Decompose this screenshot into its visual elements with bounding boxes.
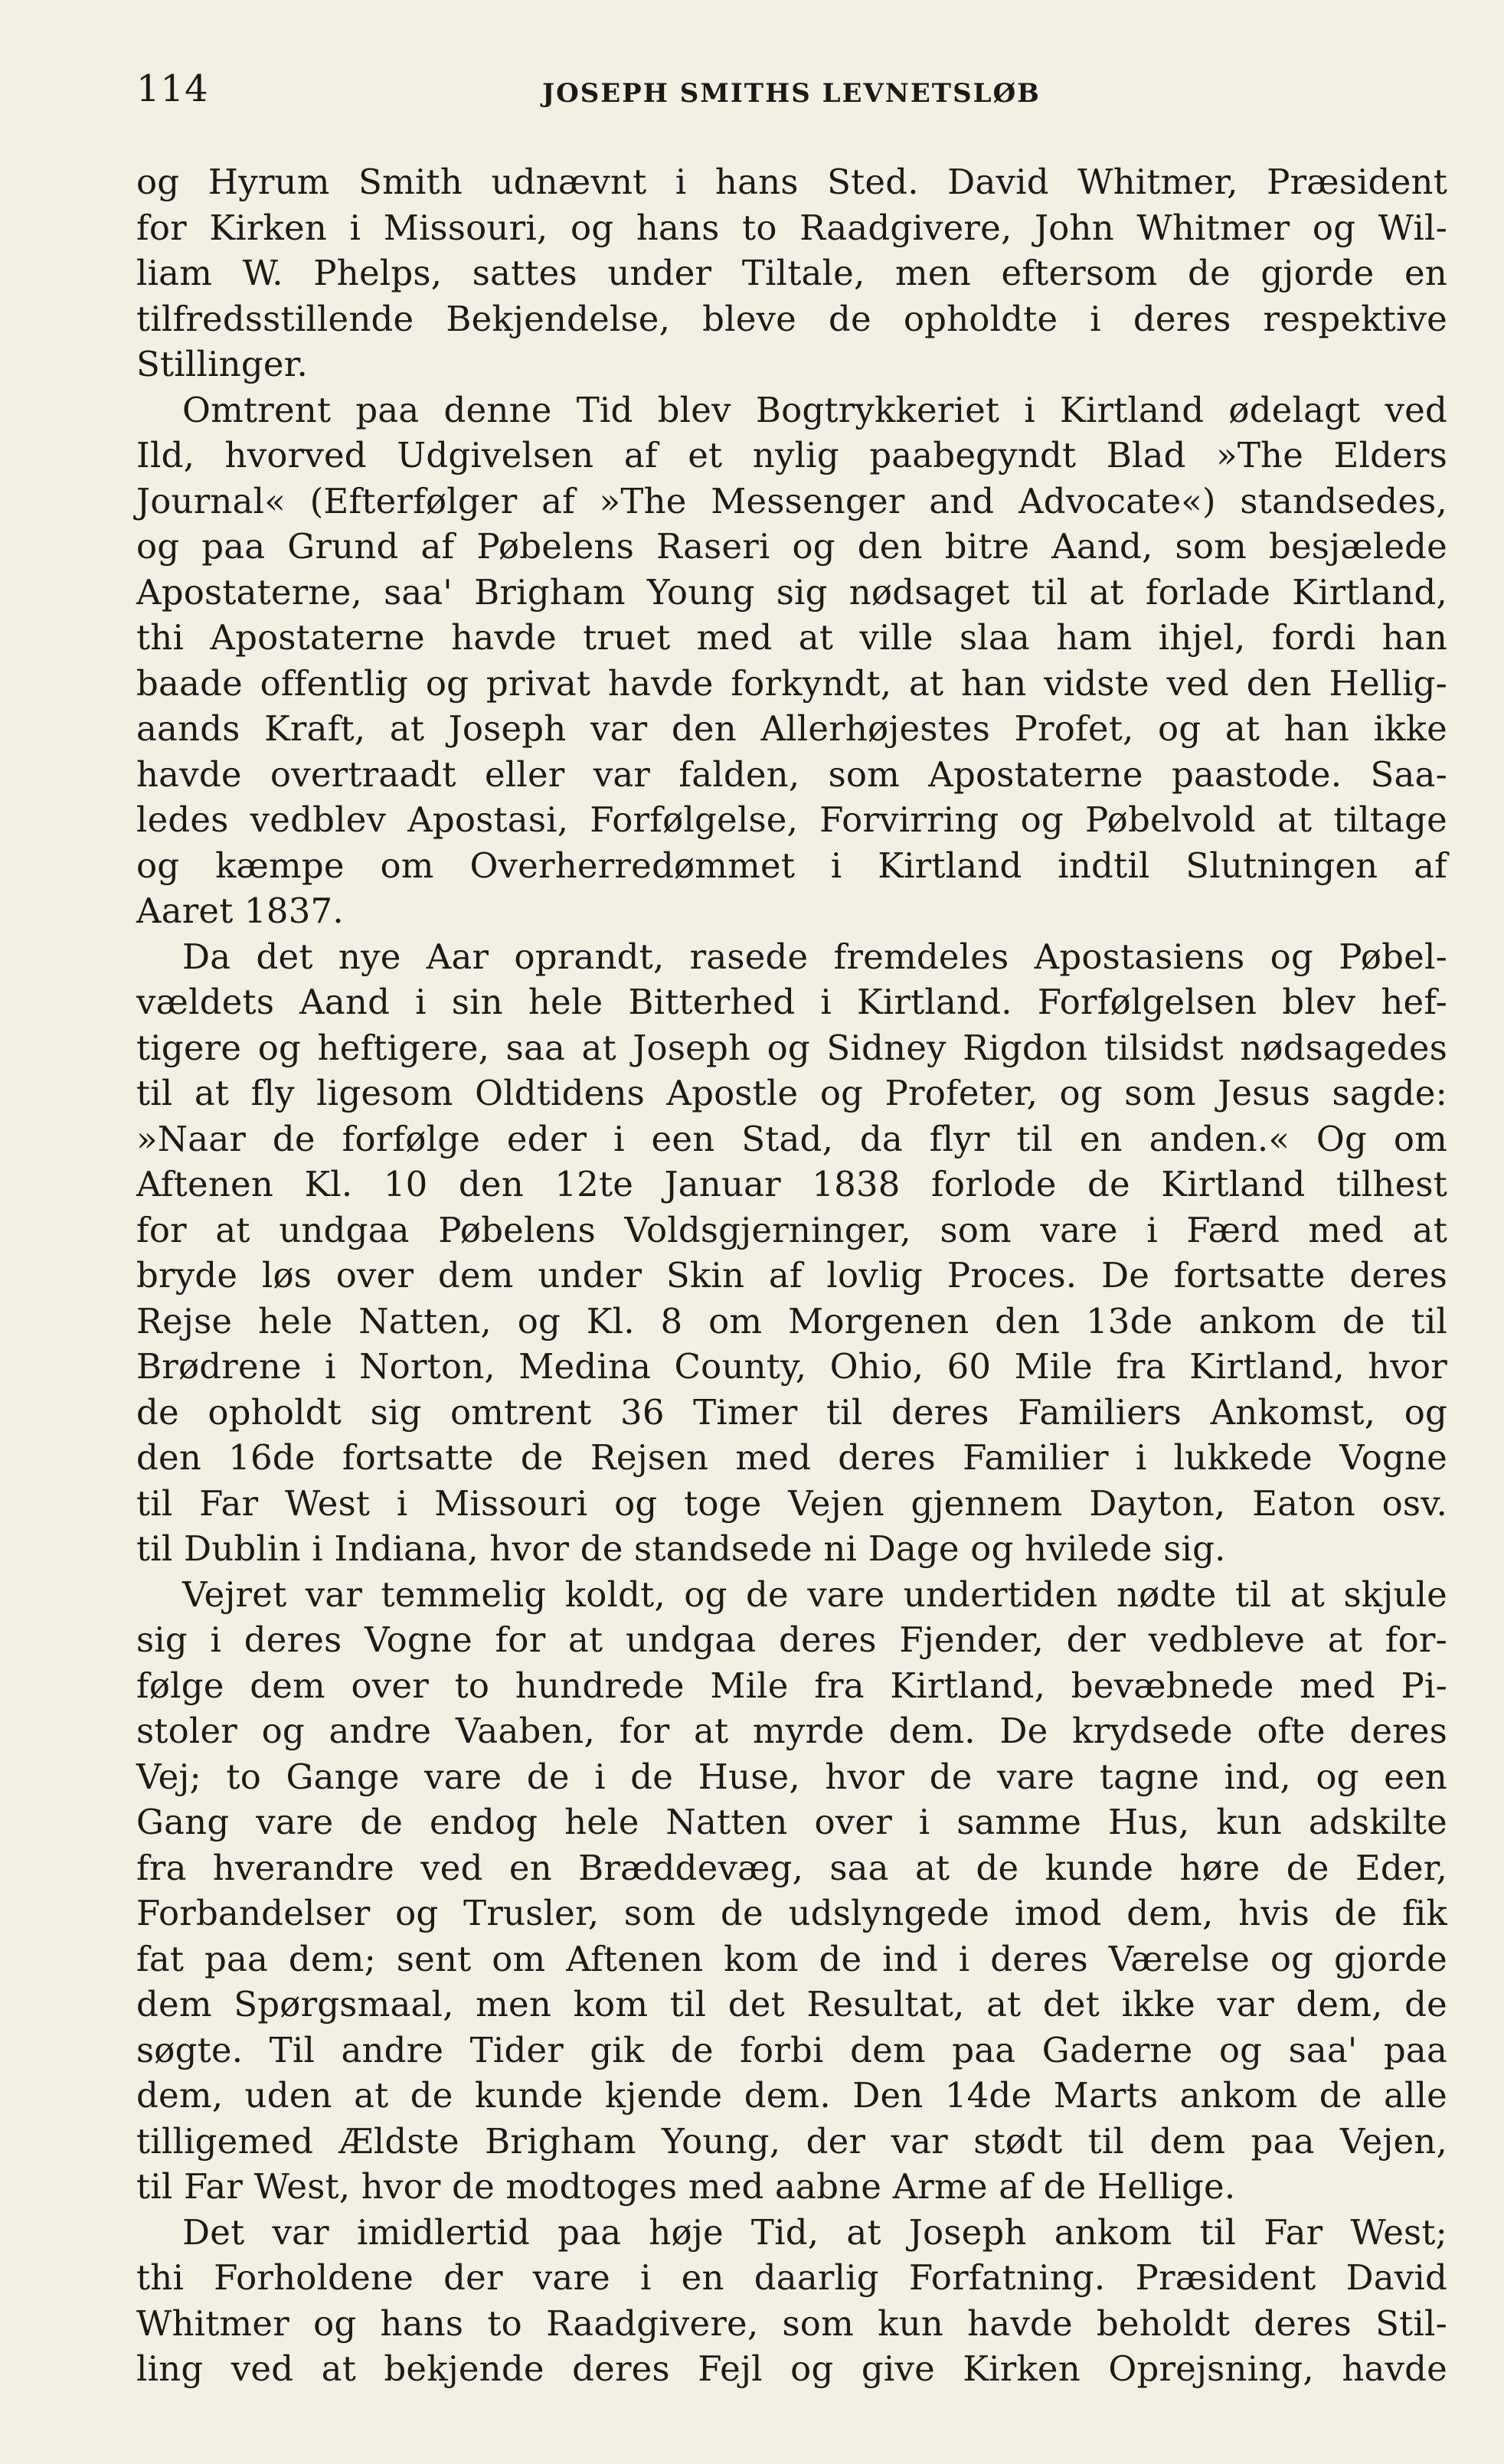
text-line: baade offentlig og privat havde forkyndt, at han vidste ved den Hellig- bbox=[136, 662, 1447, 704]
text-line: til Dublin i Indiana, hvor de standsede ni Dage og hvilede sig. bbox=[136, 1528, 1226, 1569]
text-line: Stillinger. bbox=[136, 344, 308, 384]
paragraph bbox=[136, 159, 1447, 387]
text-line: dem Spørgsmaal, men kom til det Resultat, at det ikke var dem, de bbox=[136, 1984, 1447, 2024]
text-line: Apostaterne, saa' Brigham Young sig nødsaget til at forlade Kirtland, bbox=[136, 571, 1447, 613]
text-line: til Far West i Missouri og toge Vejen gjennem Dayton, Eaton osv. bbox=[136, 1482, 1447, 1524]
text-line: følge dem over to hundrede Mile fra Kirtland, bevæbnede med Pi- bbox=[136, 1665, 1447, 1706]
text-line: til at fly ligesom Oldtidens Apostle og Profeter, og som Jesus sagde: bbox=[136, 1073, 1447, 1113]
text-line: Aftenen Kl. 10 den 12te Januar 1838 forlode de Kirtland tilhest bbox=[136, 1164, 1447, 1204]
text-line: bryde løs over dem under Skin af lovlig Proces. De fortsatte deres bbox=[136, 1255, 1447, 1296]
text-line: Da det nye Aar oprandt, rasede fremdeles Apostasiens og Pøbel- bbox=[182, 936, 1447, 977]
text-line: Rejse hele Natten, og Kl. 8 om Morgenen den 13de ankom de til bbox=[136, 1300, 1447, 1341]
text-line: Vej; to Gange vare de i de Huse, hvor de vare tagne ind, og een bbox=[136, 1756, 1447, 1797]
book-page bbox=[136, 67, 1447, 2392]
text-line: ling ved at bekjende deres Fejl og give Kirken Oprejsning, havde bbox=[136, 2348, 1447, 2389]
text-line: thi Forholdene der vare i en daarlig Forfatning. Præsident David bbox=[136, 2257, 1447, 2298]
text-line: vældets Aand i sin hele Bitterhed i Kirtland. Forfølgelsen blev hef- bbox=[136, 982, 1447, 1022]
text-line: tilfredsstillende Bekjendelse, bleve de opholdte i deres respektive bbox=[136, 298, 1447, 339]
paragraph bbox=[136, 387, 1447, 934]
text-line: Omtrent paa denne Tid blev Bogtrykkeriet i Kirtland ødelagt ved bbox=[182, 389, 1447, 430]
text-line: Det var imidlertid paa høje Tid, at Joseph ankom til Far West; bbox=[182, 2211, 1447, 2253]
text-line: søgte. Til andre Tider gik de forbi dem paa Gaderne og saa' paa bbox=[136, 2029, 1447, 2070]
paragraph bbox=[136, 1572, 1447, 2210]
text-line: havde overtraadt eller var falden, som Apostaterne paastode. Saa- bbox=[136, 753, 1447, 795]
text-line: Whitmer og hans to Raadgivere, som kun havde beholdt deres Stil- bbox=[136, 2302, 1447, 2344]
text-line: for at undgaa Pøbelens Voldsgjerninger, som vare i Færd med at bbox=[136, 1209, 1447, 1250]
paragraph bbox=[136, 2210, 1447, 2392]
page-number: 114 bbox=[136, 67, 209, 110]
text-line: de opholdt sig omtrent 36 Timer til deres Familiers Ankomst, og bbox=[136, 1391, 1447, 1433]
text-line: Vejret var temmelig koldt, og de vare undertiden nødte til at skjule bbox=[182, 1573, 1447, 1615]
text-line: og kæmpe om Overherredømmet i Kirtland indtil Slutningen af bbox=[136, 845, 1447, 886]
text-line: aands Kraft, at Joseph var den Allerhøjestes Profet, og at han ikke bbox=[136, 708, 1447, 749]
text-line: Aaret 1837. bbox=[136, 891, 344, 931]
running-head bbox=[136, 67, 1447, 121]
text-line: Gang vare de endog hele Natten over i samme Hus, kun adskilte bbox=[136, 1802, 1447, 1842]
text-line: fra hverandre ved en Bræddevæg, saa at de kunde høre de Eder, bbox=[136, 1847, 1447, 1888]
running-title: JOSEPH SMITHS LEVNETSLØB bbox=[542, 78, 1041, 109]
text-line: sig i deres Vogne for at undgaa deres Fjender, der vedbleve at for- bbox=[136, 1619, 1447, 1660]
text-line: ledes vedblev Apostasi, Forfølgelse, Forvirring og Pøbelvold at tiltage bbox=[136, 799, 1447, 840]
text-line: Brødrene i Norton, Medina County, Ohio, 60 Mile fra Kirtland, hvor bbox=[136, 1346, 1447, 1387]
text-line: thi Apostaterne havde truet med at ville slaa ham ihjel, fordi han bbox=[136, 617, 1447, 658]
text-line: og paa Grund af Pøbelens Raseri og den bitre Aand, som besjælede bbox=[136, 526, 1447, 567]
text-line: til Far West, hvor de modtoges med aabne Arme af de Hellige. bbox=[136, 2166, 1236, 2207]
text-line: for Kirken i Missouri, og hans to Raadgivere, John Whitmer og Wil- bbox=[136, 207, 1447, 248]
text-line: stoler og andre Vaaben, for at myrde dem. De krydsede ofte deres bbox=[136, 1711, 1447, 1751]
text-line: dem, uden at de kunde kjende dem. Den 14de Marts ankom de alle bbox=[136, 2075, 1447, 2116]
text-line: fat paa dem; sent om Aftenen kom de ind i deres Værelse og gjorde bbox=[136, 1938, 1447, 1979]
text-line: tigere og heftigere, saa at Joseph og Sidney Rigdon tilsidst nødsagedes bbox=[136, 1027, 1447, 1068]
text-line: liam W. Phelps, sattes under Tiltale, men eftersom de gjorde en bbox=[136, 253, 1447, 293]
text-line: den 16de fortsatte de Rejsen med deres Familier i lukkede Vogne bbox=[136, 1437, 1447, 1478]
text-line: »Naar de forfølge eder i een Stad, da flyr til en anden.« Og om bbox=[136, 1118, 1447, 1159]
text-line: Journal« (Efterfølger af »The Messenger and Advocate«) standsedes, bbox=[136, 480, 1447, 521]
text-line: Forbandelser og Trusler, som de udslyngede imod dem, hvis de fik bbox=[136, 1893, 1447, 1933]
text-line: tilligemed Ældste Brigham Young, der var stødt til dem paa Vejen, bbox=[136, 2120, 1447, 2162]
text-line: og Hyrum Smith udnævnt i hans Sted. David Whitmer, Præsident bbox=[136, 162, 1447, 202]
body-text bbox=[136, 159, 1447, 2392]
text-line: Ild, hvorved Udgivelsen af et nylig paabegyndt Blad »The Elders bbox=[136, 435, 1447, 475]
paragraph bbox=[136, 934, 1447, 1572]
